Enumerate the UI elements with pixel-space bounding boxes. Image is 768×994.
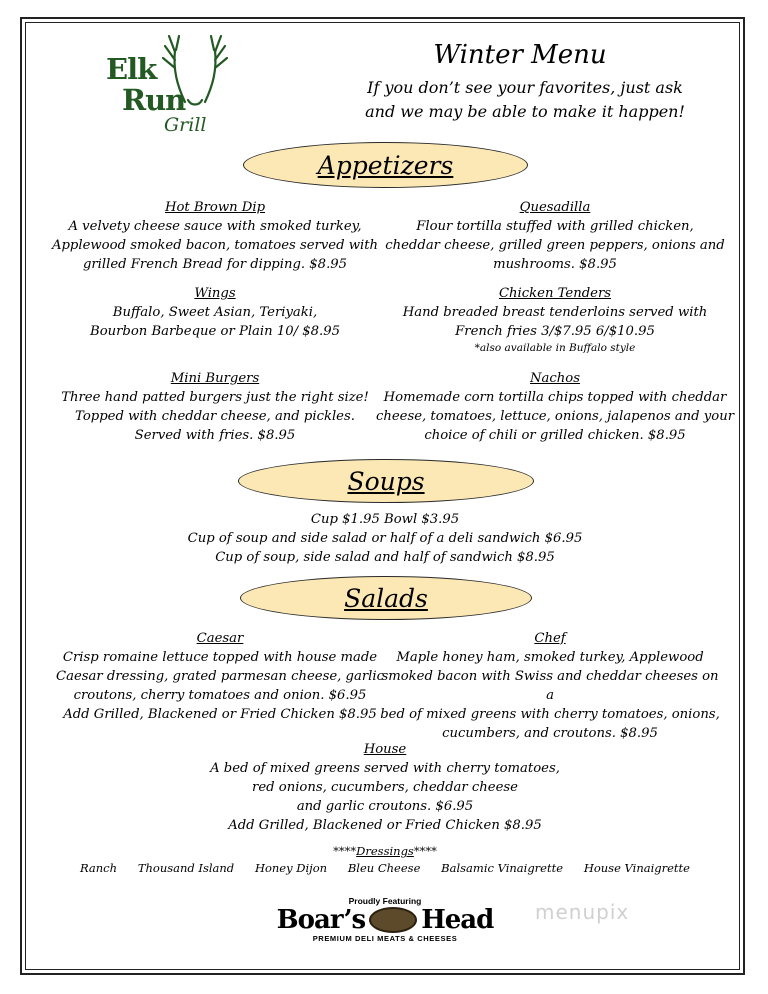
- boars-head-wordmark: [270, 906, 500, 934]
- soups-pricing: [100, 510, 670, 567]
- logo-run: Run: [122, 83, 186, 117]
- item-desc: A velvety cheese sauce with smoked turkey,: [68, 219, 362, 234]
- item-desc: Three hand patted burgers just the right size!: [61, 390, 369, 405]
- logo-grill: Grill: [164, 114, 207, 136]
- item-desc: Applewood smoked bacon, tomatoes served with: [51, 238, 379, 253]
- dressing-item: Bleu Cheese: [347, 861, 421, 875]
- menu-item-mini-burgers: [45, 369, 385, 445]
- appetizers-banner: [243, 142, 528, 188]
- item-desc: Caesar dressing, grated parmesan cheese, garlic: [56, 669, 384, 684]
- item-note: *also available in Buffalo style: [474, 342, 636, 354]
- item-desc: cheese, tomatoes, lettuce, onions, jalapenos and your: [375, 409, 734, 424]
- item-desc: red onions, cucumbers, cheddar cheese: [252, 780, 518, 795]
- item-desc: Buffalo, Sweet Asian, Teriyaki,: [112, 305, 318, 320]
- item-desc: Crisp romaine lettuce topped with house made: [62, 650, 378, 665]
- item-desc: and garlic croutons. $6.95: [296, 799, 474, 814]
- item-desc: Topped with cheddar cheese, and pickles.: [75, 409, 355, 424]
- proudly-featuring: Proudly Featuring: [348, 896, 422, 906]
- item-desc: bed of mixed greens with cherry tomatoes, onions,: [380, 707, 720, 722]
- menu-item-caesar: [45, 629, 395, 724]
- menu-subtitle: [345, 76, 705, 124]
- item-desc: Add Grilled, Blackened or Fried Chicken $8.95: [228, 818, 542, 833]
- menu-item-quesadilla: [385, 198, 725, 274]
- item-desc: Served with fries. $8.95: [134, 428, 296, 443]
- dressing-item: Balsamic Vinaigrette: [441, 861, 564, 875]
- item-desc: grilled French Bread for dipping. $8.95: [82, 257, 348, 272]
- logo-elk: Elk: [106, 52, 157, 86]
- dressings-stars: ****: [413, 844, 437, 858]
- item-name: Quesadilla: [519, 200, 591, 215]
- item-name: Chef: [534, 631, 566, 646]
- item-desc: cucumbers, and croutons. $8.95: [442, 726, 658, 741]
- subtitle-line: If you don’t see your favorites, just ask: [367, 78, 683, 97]
- soups-banner: [238, 459, 534, 503]
- dressings-list: [80, 861, 690, 875]
- item-desc: choice of chili or grilled chicken. $8.95: [424, 428, 686, 443]
- item-desc: French fries 3/$7.95 6/$10.95: [455, 324, 655, 339]
- item-desc: croutons, cherry tomatoes and onion. $6.95: [73, 688, 367, 703]
- menu-item-chef: [380, 629, 720, 743]
- salads-heading: Salads: [344, 583, 428, 613]
- item-desc: mushrooms. $8.95: [493, 257, 617, 272]
- item-desc: smoked bacon with Swiss and cheddar cheeses on a: [381, 669, 719, 703]
- watermark: menupix: [535, 900, 630, 924]
- dressing-item: House Vinaigrette: [583, 861, 690, 875]
- dressing-item: Ranch: [80, 861, 118, 875]
- soup-line: Cup of soup and side salad or half of a deli sandwich $6.95: [187, 531, 583, 546]
- brand-left: Boar’s: [276, 905, 366, 935]
- item-name: Mini Burgers: [170, 371, 260, 386]
- brand-right: Head: [421, 905, 494, 935]
- item-desc: A bed of mixed greens served with cherry tomatoes,: [210, 761, 560, 776]
- boars-head-logo: [270, 896, 500, 943]
- soup-line: Cup of soup, side salad and half of sandwich $8.95: [215, 550, 555, 565]
- menu-item-wings: [45, 284, 385, 341]
- soup-line: Cup $1.95 Bowl $3.95: [310, 512, 460, 527]
- dressing-item: Honey Dijon: [254, 861, 328, 875]
- menu-title: Winter Menu: [433, 40, 607, 70]
- appetizers-heading: Appetizers: [317, 150, 454, 180]
- menu-item-chicken-tenders: [385, 284, 725, 356]
- item-name: Hot Brown Dip: [164, 200, 266, 215]
- menu-item-hot-brown-dip: [45, 198, 385, 274]
- item-desc: Add Grilled, Blackened or Fried Chicken $8.95: [63, 707, 377, 722]
- item-name: Wings: [194, 286, 236, 301]
- dressings-label: Dressings: [356, 844, 414, 858]
- item-desc: Homemade corn tortilla chips topped with cheddar: [383, 390, 727, 405]
- item-desc: Maple honey ham, smoked turkey, Applewood: [396, 650, 704, 665]
- item-desc: Bourbon Barbeque or Plain 10/ $8.95: [90, 324, 340, 339]
- item-name: House: [363, 742, 407, 757]
- brand-tagline: PREMIUM DELI MEATS & CHEESES: [312, 934, 458, 943]
- dressings-heading: [280, 844, 490, 858]
- item-name: Caesar: [196, 631, 244, 646]
- salads-banner: [240, 576, 532, 620]
- item-desc: Flour tortilla stuffed with grilled chicken,: [416, 219, 694, 234]
- item-desc: cheddar cheese, grilled green peppers, onions and: [385, 238, 725, 253]
- soups-heading: Soups: [347, 466, 425, 496]
- item-name: Chicken Tenders: [498, 286, 612, 301]
- boar-head-emblem-icon: [369, 907, 417, 933]
- item-desc: Hand breaded breast tenderloins served with: [402, 305, 708, 320]
- dressing-item: Thousand Island: [137, 861, 235, 875]
- dressings-stars: ****: [333, 844, 357, 858]
- menu-item-house: [180, 740, 590, 835]
- subtitle-line: and we may be able to make it happen!: [365, 102, 685, 121]
- item-name: Nachos: [530, 371, 580, 386]
- menu-item-nachos: [375, 369, 735, 445]
